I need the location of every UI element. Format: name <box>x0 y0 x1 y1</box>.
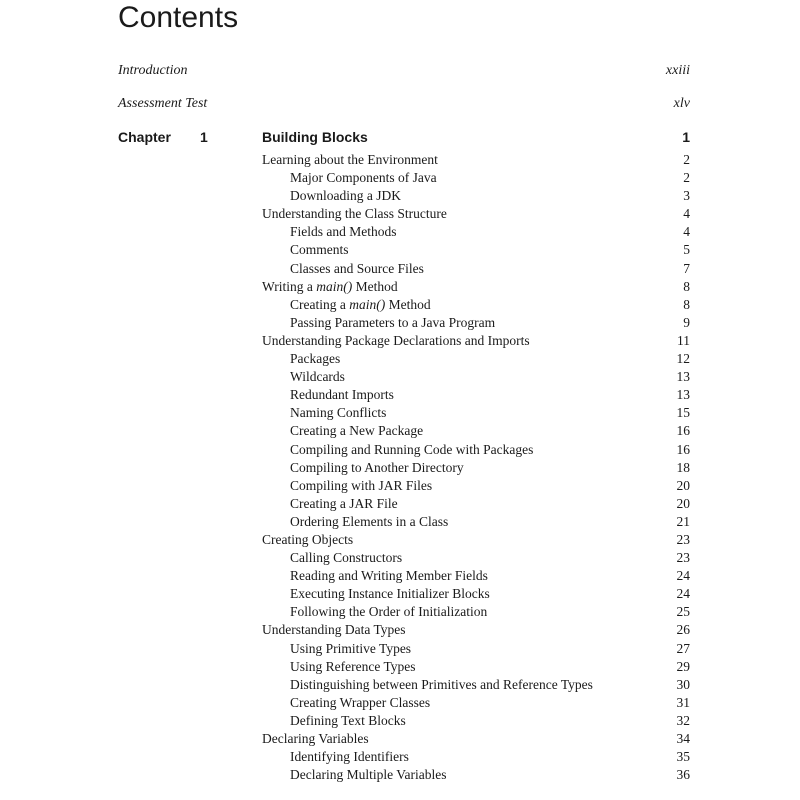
entry-title: Classes and Source Files <box>290 260 424 276</box>
entry-title: Packages <box>290 351 341 367</box>
toc-subsection[interactable] <box>262 260 690 278</box>
entry-page: 7 <box>683 260 690 276</box>
entry-page: 13 <box>676 369 690 385</box>
entry-page: 4 <box>683 206 690 222</box>
entry-title: Wildcards <box>290 369 345 385</box>
entry-page: 13 <box>676 387 690 403</box>
entry-title: Understanding Data Types <box>262 622 406 638</box>
entry-title: Creating a New Package <box>290 423 424 439</box>
entry-title: Identifying Identifiers <box>290 749 409 765</box>
toc-section[interactable] <box>262 730 690 748</box>
entry-title: Executing Instance Initializer Blocks <box>290 586 490 602</box>
entry-title: Creating Objects <box>262 531 354 547</box>
entry-title: Creating a main() Method <box>290 296 431 312</box>
toc-subsection[interactable] <box>262 748 690 766</box>
entry-page: 23 <box>676 531 690 547</box>
entry-title: Fields and Methods <box>290 224 397 240</box>
entry-page: xxiii <box>665 63 690 78</box>
entry-title: Assessment Test <box>118 96 208 111</box>
toc-subsection[interactable] <box>262 422 690 440</box>
entry-page: 21 <box>676 513 690 529</box>
toc-subsection[interactable] <box>262 350 690 368</box>
entry-title: Redundant Imports <box>290 387 394 403</box>
entry-page: 11 <box>677 332 690 348</box>
entry-title: Defining Text Blocks <box>290 712 406 728</box>
entry-title: Ordering Elements in a Class <box>290 513 449 529</box>
entry-page: 18 <box>676 459 690 475</box>
toc-section[interactable] <box>262 278 690 296</box>
toc-subsection[interactable] <box>262 676 690 694</box>
entry-page: 2 <box>683 170 690 186</box>
toc-subsection[interactable] <box>262 241 690 259</box>
toc-subsection[interactable] <box>262 386 690 404</box>
toc-subsection[interactable] <box>262 459 690 477</box>
entry-title: Major Components of Java <box>290 170 437 186</box>
toc-section[interactable] <box>262 621 690 639</box>
entry-page: xlv <box>673 96 690 111</box>
entry-page: 3 <box>683 188 690 204</box>
entry-title: Compiling to Another Directory <box>290 459 464 475</box>
entry-page: 9 <box>683 314 690 330</box>
entry-title: Passing Parameters to a Java Program <box>290 314 496 330</box>
toc-section[interactable] <box>262 151 690 169</box>
chapter-title: Building Blocks <box>262 129 368 145</box>
toc-subsection[interactable] <box>262 187 690 205</box>
entry-title: Calling Constructors <box>290 550 403 566</box>
entry-title: Writing a main() Method <box>262 278 398 294</box>
entry-title: Compiling with JAR Files <box>290 477 433 493</box>
toc-section[interactable] <box>262 531 690 549</box>
toc-subsection[interactable] <box>262 694 690 712</box>
entry-title: Learning about the Environment <box>262 152 438 167</box>
toc-entry-assessment-test[interactable] <box>118 95 690 113</box>
entry-page: 4 <box>683 224 690 240</box>
toc-list <box>262 151 690 784</box>
chapter-number: 1 <box>200 129 208 145</box>
toc-subsection[interactable] <box>262 223 690 241</box>
entry-page: 31 <box>676 694 690 710</box>
entry-page: 8 <box>683 278 690 294</box>
chapter-label: Chapter <box>118 129 171 145</box>
chapter-page: 1 <box>682 129 690 145</box>
entry-title: Declaring Multiple Variables <box>290 767 447 783</box>
toc-subsection[interactable] <box>262 169 690 187</box>
toc-subsection[interactable] <box>262 495 690 513</box>
entry-page: 29 <box>676 658 690 674</box>
entry-title: Downloading a JDK <box>290 188 401 204</box>
entry-title: Distinguishing between Primitives and Reference Types <box>290 676 593 692</box>
entry-title: Comments <box>290 242 349 258</box>
entry-page: 8 <box>683 296 690 312</box>
entry-title: Reading and Writing Member Fields <box>290 568 488 584</box>
page-title: Contents <box>118 1 239 34</box>
toc-entry-introduction[interactable] <box>118 62 690 80</box>
toc-subsection[interactable] <box>262 513 690 531</box>
toc-subsection[interactable] <box>262 603 690 621</box>
toc-section[interactable] <box>262 205 690 223</box>
entry-page: 35 <box>676 749 690 765</box>
toc-subsection[interactable] <box>262 441 690 459</box>
entry-page: 34 <box>676 731 690 746</box>
toc-section[interactable] <box>262 332 690 350</box>
toc-subsection[interactable] <box>262 658 690 676</box>
entry-page: 5 <box>683 242 690 258</box>
entry-page: 30 <box>676 676 690 692</box>
toc-subsection[interactable] <box>262 477 690 495</box>
entry-page: 15 <box>676 405 690 421</box>
toc-subsection[interactable] <box>262 640 690 658</box>
entry-title: Naming Conflicts <box>290 405 387 421</box>
entry-title: Understanding Package Declarations and Imports <box>262 332 530 348</box>
entry-title: Declaring Variables <box>262 731 369 746</box>
entry-title: Creating a JAR File <box>290 495 398 511</box>
entry-title: Following the Order of Initialization <box>290 604 488 620</box>
entry-page: 12 <box>676 351 690 367</box>
entry-title: Using Primitive Types <box>290 640 412 656</box>
toc-subsection[interactable] <box>262 368 690 386</box>
entry-page: 27 <box>676 640 690 656</box>
entry-title: Creating Wrapper Classes <box>290 694 431 710</box>
chapter-heading[interactable] <box>118 127 690 147</box>
entry-page: 24 <box>676 568 690 584</box>
toc-subsection[interactable] <box>262 296 690 314</box>
entry-title: Understanding the Class Structure <box>262 206 447 222</box>
toc-subsection[interactable] <box>262 766 690 784</box>
entry-title: Introduction <box>118 63 188 78</box>
toc-subsection[interactable] <box>262 585 690 603</box>
entry-page: 16 <box>676 423 690 439</box>
entry-page: 16 <box>676 441 690 457</box>
entry-page: 2 <box>683 152 690 167</box>
entry-page: 26 <box>676 622 690 638</box>
toc-subsection[interactable] <box>262 549 690 567</box>
toc-subsection[interactable] <box>262 404 690 422</box>
toc-subsection[interactable] <box>262 567 690 585</box>
entry-page: 20 <box>676 477 690 493</box>
entry-page: 20 <box>676 495 690 511</box>
entry-page: 36 <box>676 767 690 783</box>
entry-page: 23 <box>676 550 690 566</box>
entry-page: 32 <box>676 712 690 728</box>
entry-title: Using Reference Types <box>290 658 416 674</box>
toc-subsection[interactable] <box>262 314 690 332</box>
entry-page: 24 <box>676 586 690 602</box>
toc-subsection[interactable] <box>262 712 690 730</box>
entry-title: Compiling and Running Code with Packages <box>290 441 534 457</box>
entry-page: 25 <box>676 604 690 620</box>
